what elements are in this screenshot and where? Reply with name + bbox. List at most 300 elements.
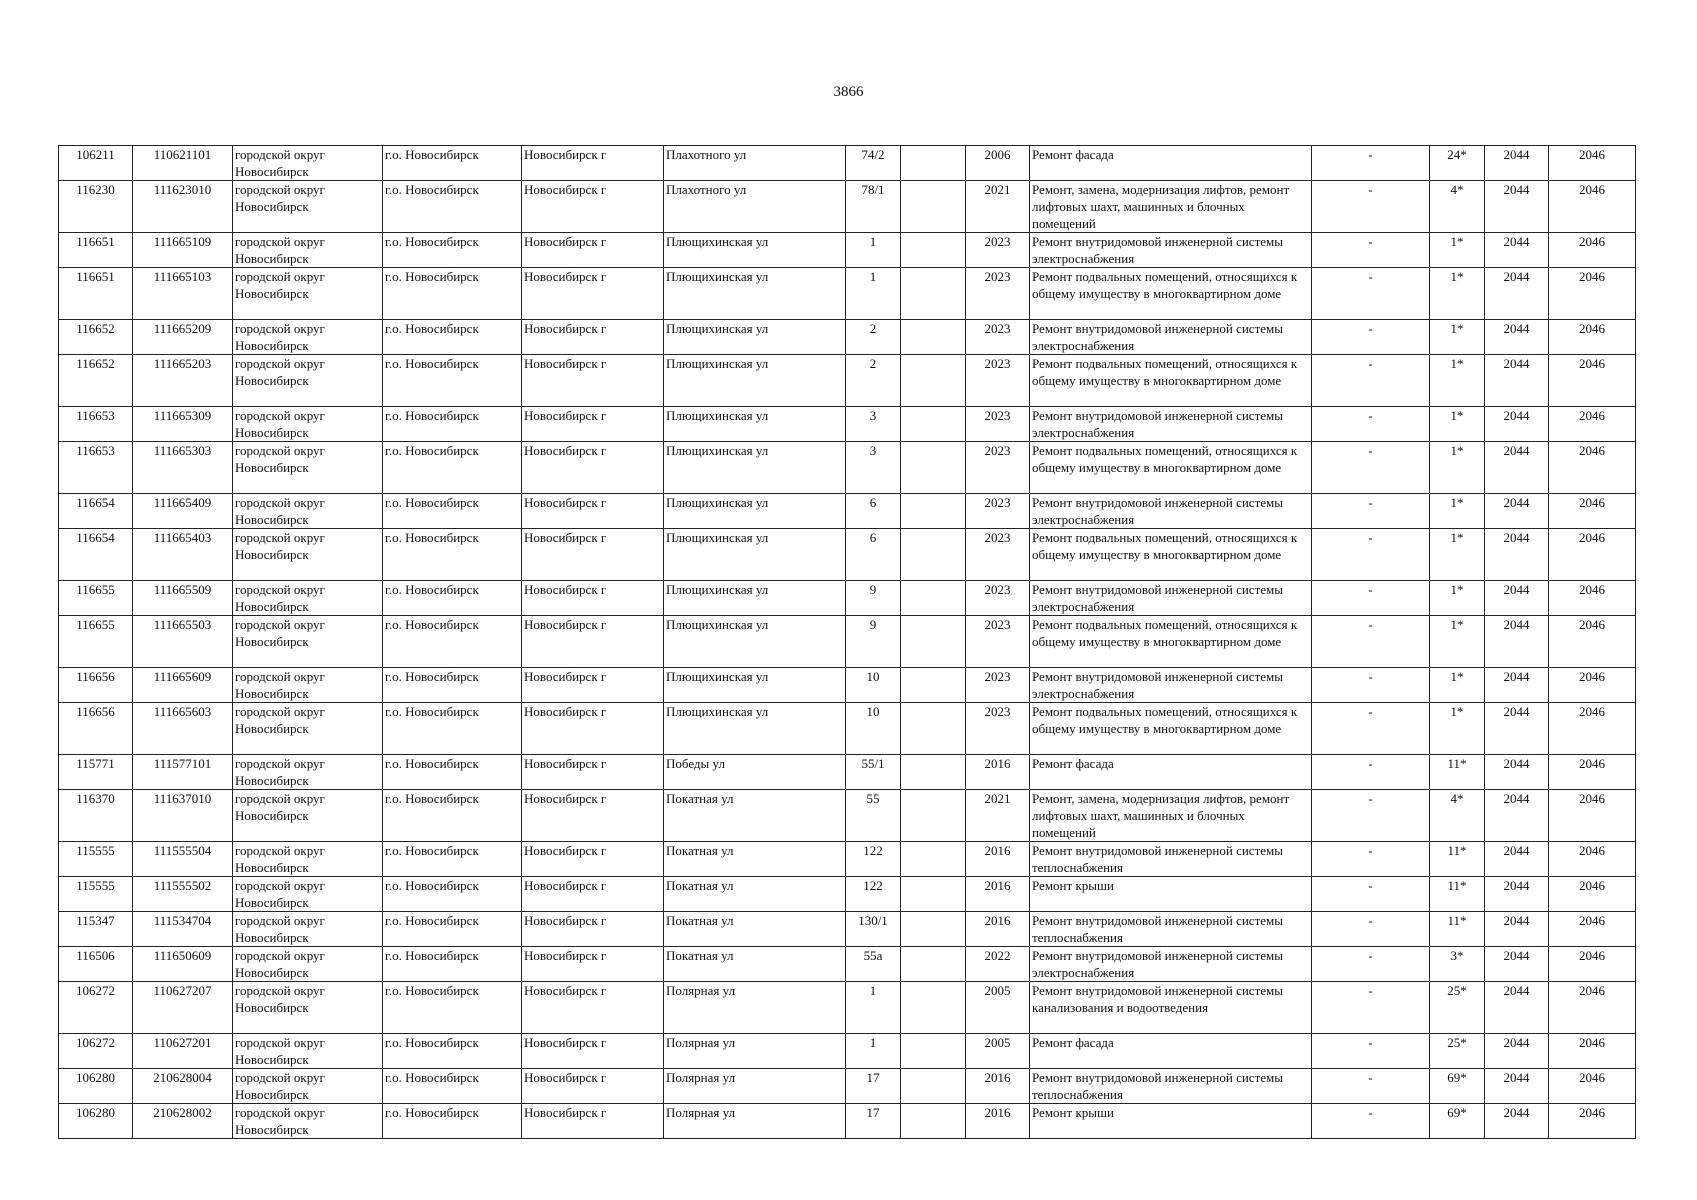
cell-count: 25* xyxy=(1430,982,1485,1034)
cell-blank-dash: - xyxy=(1312,407,1430,442)
table-row xyxy=(59,755,1636,790)
cell-blank-dash: - xyxy=(1312,947,1430,982)
cell-building xyxy=(901,181,966,233)
cell-municipality: городской округ Новосибирск xyxy=(233,442,383,494)
table-row xyxy=(59,529,1636,581)
cell-start-year: 2044 xyxy=(1485,233,1549,268)
cell-municipality: городской округ Новосибирск xyxy=(233,1069,383,1104)
cell-house-number: 122 xyxy=(846,842,901,877)
cell-end-year: 2046 xyxy=(1549,355,1636,407)
table-row xyxy=(59,947,1636,982)
cell-end-year: 2046 xyxy=(1549,268,1636,320)
cell-locality: Новосибирск г xyxy=(522,181,664,233)
cell-building xyxy=(901,790,966,842)
cell-start-year: 2044 xyxy=(1485,355,1549,407)
cell-street: Плющихинская ул xyxy=(664,355,846,407)
cell-count: 1* xyxy=(1430,268,1485,320)
cell-municipality: городской округ Новосибирск xyxy=(233,581,383,616)
cell-work-id: 111665303 xyxy=(133,442,233,494)
cell-district: г.о. Новосибирск xyxy=(383,320,522,355)
table-row xyxy=(59,790,1636,842)
cell-building xyxy=(901,912,966,947)
cell-year: 2023 xyxy=(966,268,1030,320)
cell-end-year: 2046 xyxy=(1549,616,1636,668)
cell-blank-dash: - xyxy=(1312,877,1430,912)
cell-end-year: 2046 xyxy=(1549,703,1636,755)
cell-house-id: 116656 xyxy=(59,703,133,755)
cell-blank-dash: - xyxy=(1312,1104,1430,1139)
cell-year: 2016 xyxy=(966,755,1030,790)
cell-house-number: 6 xyxy=(846,529,901,581)
cell-municipality: городской округ Новосибирск xyxy=(233,1034,383,1069)
cell-house-id: 116506 xyxy=(59,947,133,982)
cell-locality: Новосибирск г xyxy=(522,442,664,494)
cell-house-number: 1 xyxy=(846,268,901,320)
cell-locality: Новосибирск г xyxy=(522,146,664,181)
table-body xyxy=(59,146,1636,1139)
cell-district: г.о. Новосибирск xyxy=(383,703,522,755)
cell-work-id: 111665403 xyxy=(133,529,233,581)
cell-street: Плющихинская ул xyxy=(664,233,846,268)
cell-municipality: городской округ Новосибирск xyxy=(233,1104,383,1139)
cell-year: 2023 xyxy=(966,494,1030,529)
cell-count: 4* xyxy=(1430,790,1485,842)
cell-blank-dash: - xyxy=(1312,616,1430,668)
cell-house-id: 116655 xyxy=(59,616,133,668)
cell-end-year: 2046 xyxy=(1549,755,1636,790)
cell-count: 11* xyxy=(1430,877,1485,912)
cell-house-id: 116654 xyxy=(59,494,133,529)
cell-end-year: 2046 xyxy=(1549,668,1636,703)
cell-year: 2006 xyxy=(966,146,1030,181)
cell-house-id: 116655 xyxy=(59,581,133,616)
cell-house-id: 116652 xyxy=(59,355,133,407)
cell-year: 2023 xyxy=(966,616,1030,668)
cell-work-id: 110627207 xyxy=(133,982,233,1034)
cell-end-year: 2046 xyxy=(1549,442,1636,494)
cell-blank-dash: - xyxy=(1312,912,1430,947)
cell-house-number: 17 xyxy=(846,1069,901,1104)
cell-house-id: 115347 xyxy=(59,912,133,947)
cell-locality: Новосибирск г xyxy=(522,616,664,668)
cell-building xyxy=(901,1034,966,1069)
table-row xyxy=(59,442,1636,494)
cell-blank-dash: - xyxy=(1312,355,1430,407)
cell-work-type: Ремонт подвальных помещений, относящихся к общему имуществу в многоквартирном доме xyxy=(1030,268,1312,320)
table-row xyxy=(59,233,1636,268)
cell-work-type: Ремонт внутридомовой инженерной системы электроснабжения xyxy=(1030,407,1312,442)
cell-house-number: 55 xyxy=(846,790,901,842)
cell-district: г.о. Новосибирск xyxy=(383,1034,522,1069)
cell-start-year: 2044 xyxy=(1485,755,1549,790)
cell-municipality: городской округ Новосибирск xyxy=(233,407,383,442)
cell-start-year: 2044 xyxy=(1485,1069,1549,1104)
cell-blank-dash: - xyxy=(1312,442,1430,494)
cell-street: Полярная ул xyxy=(664,982,846,1034)
cell-district: г.о. Новосибирск xyxy=(383,982,522,1034)
cell-house-number: 1 xyxy=(846,233,901,268)
cell-start-year: 2044 xyxy=(1485,842,1549,877)
cell-work-id: 210628002 xyxy=(133,1104,233,1139)
cell-work-type: Ремонт внутридомовой инженерной системы теплоснабжения xyxy=(1030,842,1312,877)
cell-year: 2023 xyxy=(966,407,1030,442)
cell-house-id: 116653 xyxy=(59,407,133,442)
cell-building xyxy=(901,982,966,1034)
cell-street: Плющихинская ул xyxy=(664,703,846,755)
cell-end-year: 2046 xyxy=(1549,494,1636,529)
cell-start-year: 2044 xyxy=(1485,668,1549,703)
cell-start-year: 2044 xyxy=(1485,146,1549,181)
cell-district: г.о. Новосибирск xyxy=(383,268,522,320)
cell-municipality: городской округ Новосибирск xyxy=(233,947,383,982)
cell-count: 1* xyxy=(1430,320,1485,355)
cell-start-year: 2044 xyxy=(1485,494,1549,529)
cell-start-year: 2044 xyxy=(1485,581,1549,616)
cell-blank-dash: - xyxy=(1312,529,1430,581)
cell-year: 2023 xyxy=(966,529,1030,581)
cell-house-number: 10 xyxy=(846,703,901,755)
cell-house-id: 106211 xyxy=(59,146,133,181)
cell-district: г.о. Новосибирск xyxy=(383,442,522,494)
cell-house-id: 116654 xyxy=(59,529,133,581)
table-row xyxy=(59,703,1636,755)
cell-district: г.о. Новосибирск xyxy=(383,947,522,982)
page-number: 3866 xyxy=(833,84,864,100)
cell-count: 1* xyxy=(1430,494,1485,529)
cell-start-year: 2044 xyxy=(1485,181,1549,233)
cell-building xyxy=(901,355,966,407)
cell-start-year: 2044 xyxy=(1485,268,1549,320)
cell-locality: Новосибирск г xyxy=(522,877,664,912)
cell-house-id: 115555 xyxy=(59,877,133,912)
table-row xyxy=(59,581,1636,616)
cell-municipality: городской округ Новосибирск xyxy=(233,494,383,529)
cell-street: Плахотного ул xyxy=(664,146,846,181)
cell-work-id: 110621101 xyxy=(133,146,233,181)
cell-district: г.о. Новосибирск xyxy=(383,146,522,181)
cell-locality: Новосибирск г xyxy=(522,233,664,268)
cell-start-year: 2044 xyxy=(1485,529,1549,581)
cell-locality: Новосибирск г xyxy=(522,581,664,616)
cell-work-type: Ремонт внутридомовой инженерной системы электроснабжения xyxy=(1030,233,1312,268)
cell-count: 1* xyxy=(1430,407,1485,442)
cell-work-type: Ремонт подвальных помещений, относящихся к общему имуществу в многоквартирном доме xyxy=(1030,355,1312,407)
cell-work-id: 111665103 xyxy=(133,268,233,320)
cell-end-year: 2046 xyxy=(1549,842,1636,877)
table-row xyxy=(59,146,1636,181)
cell-start-year: 2044 xyxy=(1485,790,1549,842)
cell-work-id: 111577101 xyxy=(133,755,233,790)
cell-district: г.о. Новосибирск xyxy=(383,912,522,947)
cell-building xyxy=(901,1104,966,1139)
cell-house-id: 106280 xyxy=(59,1104,133,1139)
cell-count: 1* xyxy=(1430,233,1485,268)
cell-house-id: 116651 xyxy=(59,268,133,320)
cell-work-id: 111665203 xyxy=(133,355,233,407)
cell-street: Покатная ул xyxy=(664,842,846,877)
cell-count: 24* xyxy=(1430,146,1485,181)
cell-locality: Новосибирск г xyxy=(522,1069,664,1104)
cell-end-year: 2046 xyxy=(1549,982,1636,1034)
cell-municipality: городской округ Новосибирск xyxy=(233,703,383,755)
cell-work-type: Ремонт внутридомовой инженерной системы электроснабжения xyxy=(1030,668,1312,703)
cell-house-number: 10 xyxy=(846,668,901,703)
cell-district: г.о. Новосибирск xyxy=(383,355,522,407)
cell-year: 2016 xyxy=(966,1104,1030,1139)
table-row xyxy=(59,1104,1636,1139)
cell-street: Плющихинская ул xyxy=(664,616,846,668)
cell-count: 69* xyxy=(1430,1104,1485,1139)
cell-house-number: 2 xyxy=(846,355,901,407)
cell-blank-dash: - xyxy=(1312,268,1430,320)
cell-street: Покатная ул xyxy=(664,947,846,982)
cell-municipality: городской округ Новосибирск xyxy=(233,842,383,877)
cell-house-id: 115771 xyxy=(59,755,133,790)
cell-house-number: 9 xyxy=(846,581,901,616)
cell-end-year: 2046 xyxy=(1549,146,1636,181)
cell-start-year: 2044 xyxy=(1485,877,1549,912)
cell-building xyxy=(901,494,966,529)
cell-blank-dash: - xyxy=(1312,842,1430,877)
cell-end-year: 2046 xyxy=(1549,790,1636,842)
cell-building xyxy=(901,581,966,616)
cell-work-type: Ремонт внутридомовой инженерной системы электроснабжения xyxy=(1030,947,1312,982)
cell-street: Плющихинская ул xyxy=(664,668,846,703)
cell-house-number: 78/1 xyxy=(846,181,901,233)
cell-work-id: 110627201 xyxy=(133,1034,233,1069)
cell-count: 1* xyxy=(1430,703,1485,755)
table-row xyxy=(59,912,1636,947)
cell-locality: Новосибирск г xyxy=(522,320,664,355)
cell-district: г.о. Новосибирск xyxy=(383,755,522,790)
cell-municipality: городской округ Новосибирск xyxy=(233,146,383,181)
cell-blank-dash: - xyxy=(1312,755,1430,790)
cell-work-type: Ремонт крыши xyxy=(1030,1104,1312,1139)
cell-year: 2023 xyxy=(966,581,1030,616)
cell-count: 1* xyxy=(1430,616,1485,668)
cell-blank-dash: - xyxy=(1312,233,1430,268)
cell-count: 25* xyxy=(1430,1034,1485,1069)
cell-building xyxy=(901,268,966,320)
cell-year: 2016 xyxy=(966,877,1030,912)
cell-municipality: городской округ Новосибирск xyxy=(233,668,383,703)
cell-municipality: городской округ Новосибирск xyxy=(233,181,383,233)
cell-street: Покатная ул xyxy=(664,790,846,842)
cell-work-type: Ремонт подвальных помещений, относящихся к общему имуществу в многоквартирном доме xyxy=(1030,529,1312,581)
cell-count: 1* xyxy=(1430,668,1485,703)
cell-municipality: городской округ Новосибирск xyxy=(233,320,383,355)
cell-end-year: 2046 xyxy=(1549,581,1636,616)
cell-street: Победы ул xyxy=(664,755,846,790)
cell-house-id: 116651 xyxy=(59,233,133,268)
cell-start-year: 2044 xyxy=(1485,320,1549,355)
cell-building xyxy=(901,877,966,912)
cell-blank-dash: - xyxy=(1312,1069,1430,1104)
cell-street: Покатная ул xyxy=(664,912,846,947)
cell-start-year: 2044 xyxy=(1485,947,1549,982)
cell-house-number: 122 xyxy=(846,877,901,912)
cell-blank-dash: - xyxy=(1312,982,1430,1034)
cell-year: 2023 xyxy=(966,703,1030,755)
cell-end-year: 2046 xyxy=(1549,320,1636,355)
cell-locality: Новосибирск г xyxy=(522,703,664,755)
cell-end-year: 2046 xyxy=(1549,877,1636,912)
cell-municipality: городской округ Новосибирск xyxy=(233,755,383,790)
cell-count: 1* xyxy=(1430,442,1485,494)
cell-building xyxy=(901,146,966,181)
cell-year: 2016 xyxy=(966,842,1030,877)
cell-blank-dash: - xyxy=(1312,790,1430,842)
cell-house-id: 106280 xyxy=(59,1069,133,1104)
cell-municipality: городской округ Новосибирск xyxy=(233,790,383,842)
cell-blank-dash: - xyxy=(1312,1034,1430,1069)
cell-building xyxy=(901,947,966,982)
cell-work-id: 111650609 xyxy=(133,947,233,982)
table-row xyxy=(59,982,1636,1034)
cell-end-year: 2046 xyxy=(1549,1034,1636,1069)
cell-year: 2023 xyxy=(966,442,1030,494)
table-row xyxy=(59,616,1636,668)
cell-district: г.о. Новосибирск xyxy=(383,790,522,842)
cell-year: 2023 xyxy=(966,668,1030,703)
cell-building xyxy=(901,842,966,877)
cell-work-id: 111555502 xyxy=(133,877,233,912)
cell-count: 3* xyxy=(1430,947,1485,982)
cell-locality: Новосибирск г xyxy=(522,982,664,1034)
cell-street: Полярная ул xyxy=(664,1069,846,1104)
cell-start-year: 2044 xyxy=(1485,442,1549,494)
cell-locality: Новосибирск г xyxy=(522,355,664,407)
cell-locality: Новосибирск г xyxy=(522,755,664,790)
cell-house-id: 116653 xyxy=(59,442,133,494)
cell-house-id: 115555 xyxy=(59,842,133,877)
cell-locality: Новосибирск г xyxy=(522,668,664,703)
cell-locality: Новосибирск г xyxy=(522,1104,664,1139)
table-row xyxy=(59,1034,1636,1069)
cell-municipality: городской округ Новосибирск xyxy=(233,616,383,668)
cell-house-id: 106272 xyxy=(59,982,133,1034)
cell-building xyxy=(901,320,966,355)
cell-end-year: 2046 xyxy=(1549,1069,1636,1104)
cell-year: 2021 xyxy=(966,790,1030,842)
cell-work-id: 111637010 xyxy=(133,790,233,842)
cell-house-id: 116652 xyxy=(59,320,133,355)
cell-count: 4* xyxy=(1430,181,1485,233)
cell-work-type: Ремонт внутридомовой инженерной системы канализования и водоотведения xyxy=(1030,982,1312,1034)
cell-work-type: Ремонт крыши xyxy=(1030,877,1312,912)
cell-work-type: Ремонт фасада xyxy=(1030,146,1312,181)
cell-work-id: 111665309 xyxy=(133,407,233,442)
cell-work-id: 111665509 xyxy=(133,581,233,616)
cell-locality: Новосибирск г xyxy=(522,529,664,581)
cell-blank-dash: - xyxy=(1312,668,1430,703)
cell-work-id: 111665503 xyxy=(133,616,233,668)
table-row xyxy=(59,320,1636,355)
cell-house-number: 130/1 xyxy=(846,912,901,947)
cell-district: г.о. Новосибирск xyxy=(383,581,522,616)
cell-house-number: 3 xyxy=(846,442,901,494)
cell-locality: Новосибирск г xyxy=(522,1034,664,1069)
cell-work-type: Ремонт внутридомовой инженерной системы электроснабжения xyxy=(1030,494,1312,529)
cell-work-id: 111555504 xyxy=(133,842,233,877)
cell-building xyxy=(901,407,966,442)
cell-municipality: городской округ Новосибирск xyxy=(233,877,383,912)
cell-end-year: 2046 xyxy=(1549,407,1636,442)
cell-year: 2005 xyxy=(966,1034,1030,1069)
cell-start-year: 2044 xyxy=(1485,616,1549,668)
cell-work-type: Ремонт, замена, модернизация лифтов, ремонт лифтовых шахт, машинных и блочных помещений xyxy=(1030,181,1312,233)
cell-municipality: городской округ Новосибирск xyxy=(233,982,383,1034)
cell-year: 2023 xyxy=(966,233,1030,268)
cell-count: 1* xyxy=(1430,529,1485,581)
cell-locality: Новосибирск г xyxy=(522,842,664,877)
table-row xyxy=(59,181,1636,233)
cell-house-number: 17 xyxy=(846,1104,901,1139)
cell-year: 2005 xyxy=(966,982,1030,1034)
cell-house-number: 1 xyxy=(846,982,901,1034)
table-row xyxy=(59,268,1636,320)
cell-municipality: городской округ Новосибирск xyxy=(233,233,383,268)
cell-building xyxy=(901,529,966,581)
cell-blank-dash: - xyxy=(1312,581,1430,616)
cell-end-year: 2046 xyxy=(1549,181,1636,233)
cell-work-type: Ремонт, замена, модернизация лифтов, ремонт лифтовых шахт, машинных и блочных помещений xyxy=(1030,790,1312,842)
cell-district: г.о. Новосибирск xyxy=(383,494,522,529)
cell-street: Плющихинская ул xyxy=(664,529,846,581)
cell-work-id: 111534704 xyxy=(133,912,233,947)
cell-end-year: 2046 xyxy=(1549,1104,1636,1139)
cell-count: 1* xyxy=(1430,355,1485,407)
cell-house-number: 55/1 xyxy=(846,755,901,790)
cell-locality: Новосибирск г xyxy=(522,790,664,842)
cell-work-type: Ремонт подвальных помещений, относящихся к общему имуществу в многоквартирном доме xyxy=(1030,703,1312,755)
table-row xyxy=(59,877,1636,912)
cell-year: 2023 xyxy=(966,355,1030,407)
cell-municipality: городской округ Новосибирск xyxy=(233,355,383,407)
cell-work-type: Ремонт подвальных помещений, относящихся к общему имуществу в многоквартирном доме xyxy=(1030,442,1312,494)
cell-start-year: 2044 xyxy=(1485,1104,1549,1139)
table-row xyxy=(59,1069,1636,1104)
cell-district: г.о. Новосибирск xyxy=(383,1069,522,1104)
cell-year: 2023 xyxy=(966,320,1030,355)
cell-locality: Новосибирск г xyxy=(522,494,664,529)
cell-street: Плющихинская ул xyxy=(664,494,846,529)
cell-building xyxy=(901,233,966,268)
cell-house-id: 106272 xyxy=(59,1034,133,1069)
cell-house-id: 116656 xyxy=(59,668,133,703)
cell-end-year: 2046 xyxy=(1549,947,1636,982)
cell-work-type: Ремонт внутридомовой инженерной системы теплоснабжения xyxy=(1030,912,1312,947)
repair-schedule-table xyxy=(58,145,1636,1139)
cell-house-number: 3 xyxy=(846,407,901,442)
cell-work-type: Ремонт фасада xyxy=(1030,755,1312,790)
cell-district: г.о. Новосибирск xyxy=(383,616,522,668)
cell-street: Плющихинская ул xyxy=(664,320,846,355)
cell-house-number: 1 xyxy=(846,1034,901,1069)
cell-street: Плющихинская ул xyxy=(664,268,846,320)
cell-house-id: 116370 xyxy=(59,790,133,842)
cell-house-number: 2 xyxy=(846,320,901,355)
cell-house-number: 6 xyxy=(846,494,901,529)
table-row xyxy=(59,668,1636,703)
cell-year: 2021 xyxy=(966,181,1030,233)
table-row xyxy=(59,355,1636,407)
cell-start-year: 2044 xyxy=(1485,407,1549,442)
cell-street: Покатная ул xyxy=(664,877,846,912)
cell-blank-dash: - xyxy=(1312,703,1430,755)
cell-blank-dash: - xyxy=(1312,494,1430,529)
cell-start-year: 2044 xyxy=(1485,703,1549,755)
